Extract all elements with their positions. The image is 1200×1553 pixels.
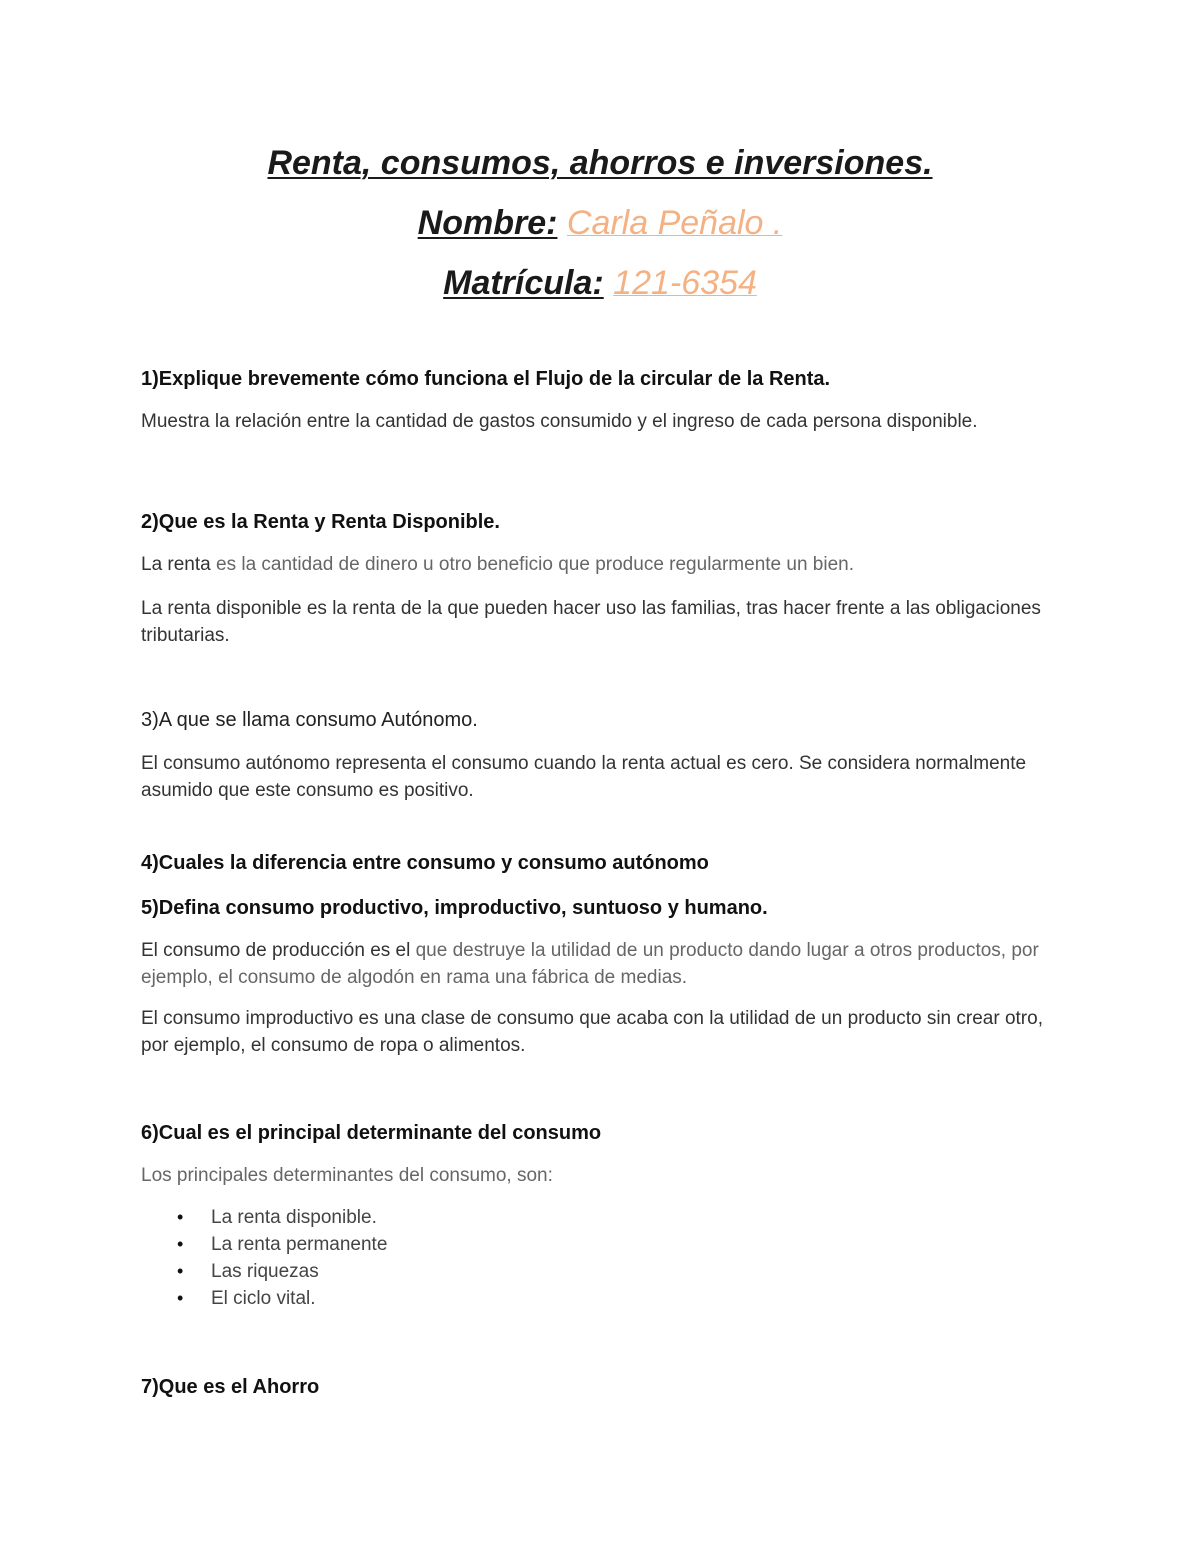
question-2: 2)Que es la Renta y Renta Disponible. [141,511,500,533]
bullet-icon: • [177,1207,184,1227]
answer-5-paragraph-1 [141,937,1051,991]
id-value: 121-6354 [613,264,757,302]
answer-1: Muestra la relación entre la cantidad de gastos consumido y el ingreso de cada persona disponible. [141,411,978,432]
name-value: Carla Peñalo . [566,204,783,242]
answer-2-rest: es la cantidad de dinero u otro beneficio que produce regularmente un bien. [210,554,855,575]
answer-5-rest: que destruye la utilidad de un producto dando lugar a otros productos, por ejemplo, el consumo de algodón en rama una fábrica de medias. [141,940,1039,988]
id-line [0,263,1200,303]
list-item: • La renta disponible. [141,1204,387,1231]
question-7: 7)Que es el Ahorro [141,1376,320,1398]
answer-5-lead: El consumo de producción es el [141,940,411,961]
document-title: Renta, consumos, ahorros e inversiones. [267,144,933,182]
answer-6: Los principales determinantes del consumo, son: [141,1165,553,1186]
determinants-list [141,1204,387,1312]
answer-3: El consumo autónomo representa el consumo cuando la renta actual es cero. Se considera normalmente asumido que este consumo es positivo. [141,753,1027,801]
bullet-icon: • [177,1261,184,1281]
answer-5-paragraph-2: El consumo improductivo es una clase de consumo que acaba con la utilidad de un producto sin crear otro, por ejemplo, el consumo de ropa o alimentos. [141,1008,1043,1056]
list-item: • El ciclo vital. [141,1285,387,1312]
name-label: Nombre: [417,204,558,242]
answer-2-paragraph-2: La renta disponible es la renta de la que pueden hacer uso las familias, tras hacer frente a las obligaciones tributarias. [141,598,1041,646]
question-4: 4)Cuales la diferencia entre consumo y consumo autónomo [141,852,709,874]
answer-2-paragraph-1 [141,551,1051,578]
list-item: • Las riquezas [141,1258,387,1285]
list-item: • La renta permanente [141,1231,387,1258]
question-1: 1)Explique brevemente cómo funciona el Flujo de la circular de la Renta. [141,368,831,390]
name-line [0,203,1200,243]
id-label: Matrícula: [443,264,604,302]
question-5: 5)Defina consumo productivo, improductivo, suntuoso y humano. [141,897,768,919]
question-3: 3)A que se llama consumo Autónomo. [141,709,478,731]
bullet-icon: • [177,1288,184,1308]
question-6: 6)Cual es el principal determinante del consumo [141,1122,602,1144]
bullet-icon: • [177,1234,184,1254]
answer-2-lead: La renta [141,554,211,575]
